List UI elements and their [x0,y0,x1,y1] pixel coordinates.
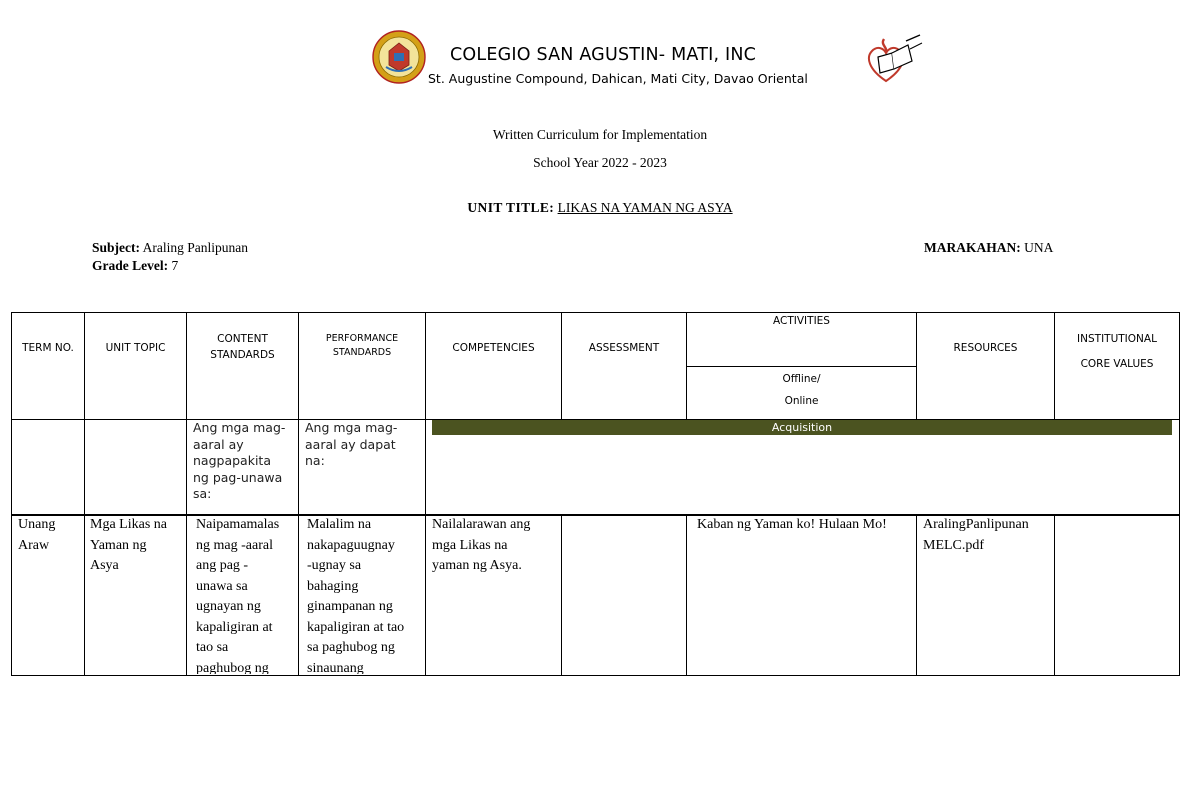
row1-performance-standards: Malalim na nakapaguugnay -ugnay sa bahaging ginampanan ng kapaligiran at tao sa paghubog ng sinaunang [307,517,405,674]
col-line-5a [561,312,562,419]
unit-title-label: UNIT TITLE: [467,200,555,215]
subject-line [92,240,248,256]
row1-term: Unang Araw [18,517,56,553]
unit-title-line [0,200,1200,216]
col-line-7a [916,312,917,419]
subject-value: Araling Panlipunan [142,240,248,255]
document-title: Written Curriculum for Implementation [492,127,708,142]
phase-acquisition-banner: Acquisition [432,420,1172,435]
row1-resources: AralingPanlipunan MELC.pdf [923,517,1029,553]
header-competencies: COMPETENCIES [452,342,535,354]
header-activities: ACTIVITIES [773,315,830,327]
col-line-7b [916,514,917,676]
col-line-1 [84,312,85,676]
quarter-label: MARAKAHAN: [924,240,1021,255]
quarter-line [924,240,1053,256]
header-performance-standards: PERFORMANCE STANDARDS [325,333,399,359]
row1-content-standards: Naipamamalas ng mag -aaral ang pag - unawa sa ugnayan ng kapaligiran at tao sa paghubog ng [196,517,280,674]
col-line-5b [561,514,562,676]
header-term-no: TERM NO. [22,342,74,354]
row1-competencies: Nailalarawan ang mga Likas na yaman ng Asya. [432,517,531,573]
col-line-9 [1179,312,1180,676]
school-year: School Year 2022 - 2023 [533,155,667,170]
grade-value: 7 [171,258,179,273]
row1-topic: Mga Likas na Yaman ng Asya [90,517,167,573]
header-unit-topic: UNIT TOPIC [105,342,166,354]
school-name: COLEGIO SAN AGUSTIN- MATI, INC [450,45,757,65]
quarter-value: UNA [1024,240,1054,255]
grade-line [92,258,178,274]
row1-activities: Kaban ng Yaman ko! Hulaan Mo! [697,517,887,532]
school-address: St. Augustine Compound, Dahican, Mati City, Davao Oriental [428,71,808,86]
header-resources: RESOURCES [953,342,1018,354]
col-line-3 [298,312,299,676]
header-activities-mode: Offline/ Online [782,373,821,408]
augustinian-heart-book-icon [862,33,928,85]
grade-label: Grade Level: [92,258,169,273]
intro-performance-standards: Ang mga mag- aaral ay dapat na: [305,420,398,468]
header-core-values: INSTITUTIONAL CORE VALUES [1077,333,1157,371]
col-line-6b [686,514,687,676]
col-line-2 [186,312,187,676]
col-line-8b [1054,514,1055,676]
header-content-standards: CONTENT STANDARDS [210,333,275,361]
unit-title-value: LIKAS NA YAMAN NG ASYA [557,200,733,215]
school-seal-logo [372,29,426,85]
intro-content-standards: Ang mga mag- aaral ay nagpapakita ng pag-unawa sa: [193,420,286,501]
activities-divider [686,366,916,367]
subject-label: Subject: [92,240,140,255]
header-assessment: ASSESSMENT [588,342,660,354]
col-line-4 [425,312,426,676]
col-line-0 [11,312,12,676]
